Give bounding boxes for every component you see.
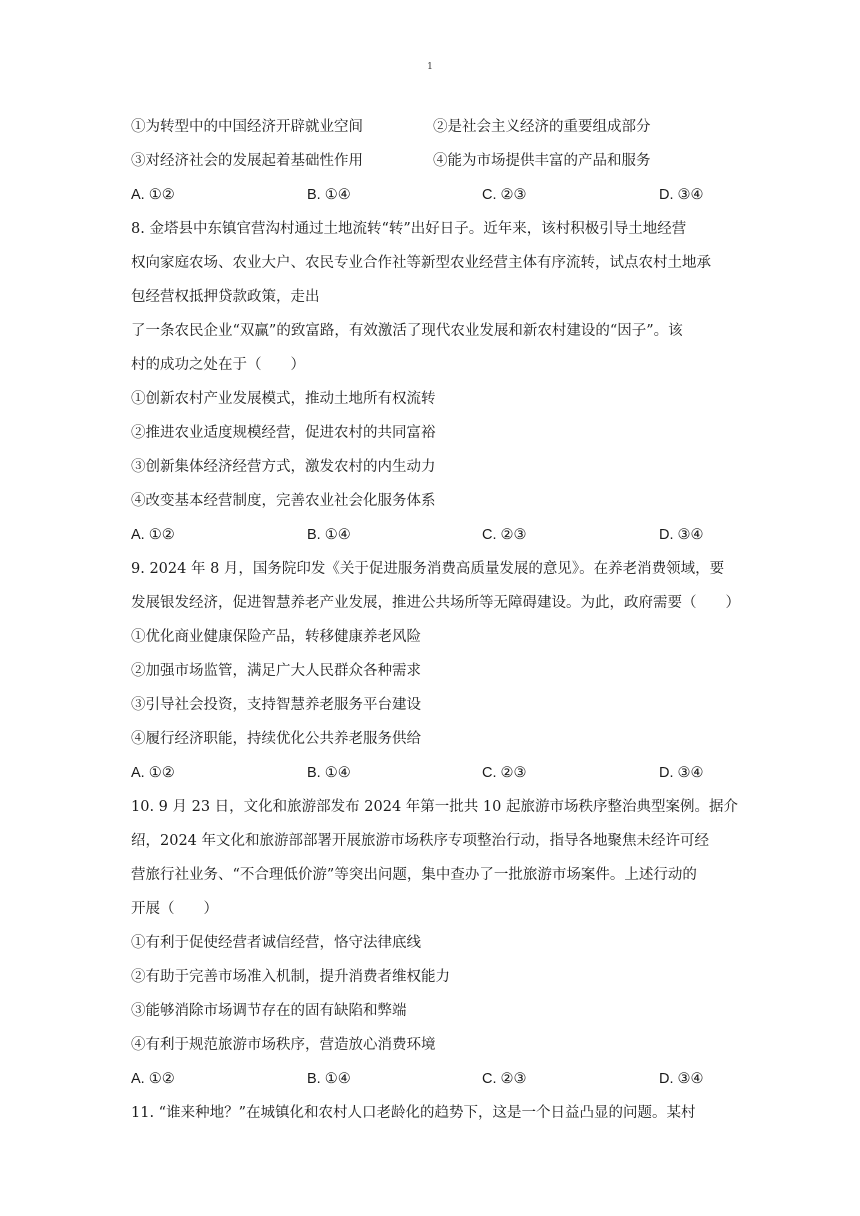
q9-item: ③引导社会投资，支持智慧养老服务平台建设 <box>131 697 421 713</box>
intro-item: ②是社会主义经济的重要组成部分 <box>433 119 651 135</box>
option-b: B. ①④ <box>307 187 351 203</box>
option-c: C. ②③ <box>482 527 527 543</box>
q9-stem-line: 发展银发经济，促进智慧养老产业发展，推进公共场所等无障碍建设。为此，政府需要（ ） <box>131 595 740 611</box>
q8-stem-line: 权向家庭农场、农业大户、农民专业合作社等新型农业经营主体有序流转，试点农村土地承 <box>131 255 711 271</box>
option-b: B. ①④ <box>307 527 351 543</box>
option-c: C. ②③ <box>482 187 527 203</box>
option-b: B. ①④ <box>307 1071 351 1087</box>
intro-item: ④能为市场提供丰富的产品和服务 <box>433 153 651 169</box>
q8-item: ②推进农业适度规模经营，促进农村的共同富裕 <box>131 425 436 441</box>
option-d: D. ③④ <box>659 765 704 781</box>
option-b: B. ①④ <box>307 765 351 781</box>
q10-item: ①有利于促使经营者诚信经营，恪守法律底线 <box>131 935 421 951</box>
q9-options <box>131 756 731 790</box>
intro-item: ③对经济社会的发展起着基础性作用 <box>131 153 363 169</box>
option-a: A. ①② <box>131 187 175 203</box>
option-d: D. ③④ <box>659 1071 704 1087</box>
option-c: C. ②③ <box>482 1071 527 1087</box>
intro-items-row-1 <box>131 110 731 144</box>
q8-stem-line: 包经营权抵押贷款政策，走出 <box>131 289 320 305</box>
q10-stem-line: 营旅行社业务、“不合理低价游”等突出问题，集中查办了一批旅游市场案件。上述行动的 <box>131 867 697 883</box>
option-a: A. ①② <box>131 527 175 543</box>
q8-item: ①创新农村产业发展模式，推动土地所有权流转 <box>131 391 436 407</box>
q8-stem-line: 了一条农民企业“双赢”的致富路，有效激活了现代农业发展和新农村建设的“因子”。该 <box>131 323 683 339</box>
q9-item: ②加强市场监管，满足广大人民群众各种需求 <box>131 663 421 679</box>
q10-item: ④有利于规范旅游市场秩序，营造放心消费环境 <box>131 1037 436 1053</box>
q10-stem-line: 10. 9 月 23 日，文化和旅游部发布 2024 年第一批共 10 起旅游市场秩序整治典型案例。据介 <box>131 799 738 815</box>
q7-options <box>131 178 731 212</box>
q10-stem-line: 绍，2024 年文化和旅游部部署开展旅游市场秩序专项整治行动，指导各地聚焦未经许可经 <box>131 833 710 849</box>
q8-item: ④改变基本经营制度，完善农业社会化服务体系 <box>131 493 436 509</box>
option-a: A. ①② <box>131 765 175 781</box>
document-body <box>131 110 740 1130</box>
q10-stem-line: 开展（ ） <box>131 901 218 917</box>
option-a: A. ①② <box>131 1071 175 1087</box>
q10-item: ③能够消除市场调节存在的固有缺陷和弊端 <box>131 1003 407 1019</box>
q10-options <box>131 1062 731 1096</box>
q11-stem-line: 11. “谁来种地？”在城镇化和农村人口老龄化的趋势下，这是一个日益凸显的问题。某村 <box>131 1105 696 1121</box>
option-d: D. ③④ <box>659 187 704 203</box>
q8-stem-line: 村的成功之处在于（ ） <box>131 357 305 373</box>
q8-item: ③创新集体经济经营方式，激发农村的内生动力 <box>131 459 436 475</box>
q8-stem-line: 8. 金塔县中东镇官营沟村通过土地流转“转”出好日子。近年来，该村积极引导土地经营 <box>131 221 687 237</box>
q10-item: ②有助于完善市场准入机制，提升消费者维权能力 <box>131 969 450 985</box>
intro-item: ①为转型中的中国经济开辟就业空间 <box>131 119 363 135</box>
intro-items-row-2 <box>131 144 731 178</box>
q9-stem-line: 9. 2024 年 8 月，国务院印发《关于促进服务消费高质量发展的意见》。在养老消费领域，要 <box>131 561 725 577</box>
option-c: C. ②③ <box>482 765 527 781</box>
option-d: D. ③④ <box>659 527 704 543</box>
page-number: 1 <box>427 62 433 72</box>
q9-item: ①优化商业健康保险产品，转移健康养老风险 <box>131 629 421 645</box>
q9-item: ④履行经济职能，持续优化公共养老服务供给 <box>131 731 421 747</box>
q8-options <box>131 518 731 552</box>
